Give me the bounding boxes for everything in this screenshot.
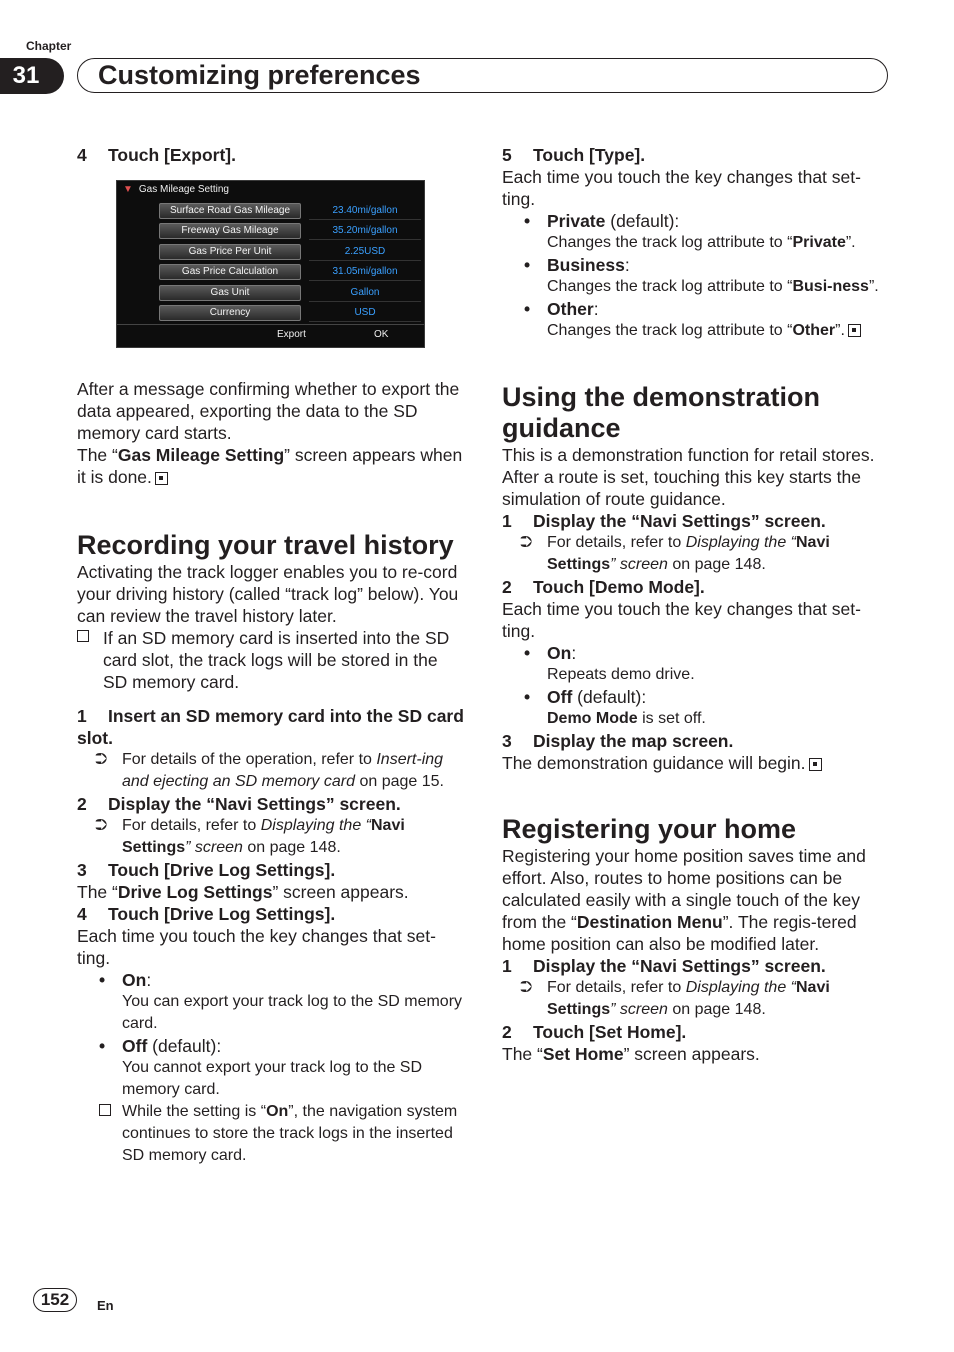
- arrow-right-icon: ⮊: [95, 817, 108, 834]
- right-column: [502, 144, 894, 1065]
- option-demo-on: • On:: [524, 643, 577, 663]
- option-demo-off: • Off (default):: [524, 687, 647, 707]
- setting-button[interactable]: Freeway Gas Mileage: [159, 223, 301, 239]
- chapter-title: Customizing preferences: [77, 58, 888, 93]
- setting-button[interactable]: Currency: [159, 305, 301, 321]
- set-home-screen-text: The “Set Home” screen appears.: [502, 1044, 760, 1064]
- screenshot-row: [159, 305, 421, 321]
- page-number: 152: [33, 1288, 77, 1312]
- screenshot-row: [159, 203, 421, 219]
- option-business: • Business:: [524, 255, 630, 275]
- export-done-text: The “Gas Mileage Setting” screen appears when it is done.: [77, 445, 463, 487]
- end-mark-icon: [809, 758, 822, 771]
- demo-intro: This is a demonstration function for retail stores. After a route is set, touching this key starts the simulation of route guidance.: [502, 445, 875, 509]
- settings-icon: ▼: [123, 184, 133, 195]
- setting-button[interactable]: Gas Price Calculation: [159, 264, 301, 280]
- chapter-label: Chapter: [26, 39, 72, 53]
- drive-log-toggle-text: Each time you touch the key changes that set-ting.: [77, 926, 436, 968]
- note-sd-card: If an SD memory card is inserted into the SD card slot, the track logs will be stored in the SD memory card.: [77, 627, 465, 693]
- option-demo-on-desc: Repeats demo drive.: [547, 666, 695, 683]
- step-display-map: 3 Display the map screen.: [502, 731, 734, 751]
- step-touch-demo-mode: 2 Touch [Demo Mode].: [502, 577, 705, 597]
- setting-value: Gallon: [309, 285, 421, 302]
- screenshot-row: [159, 264, 421, 280]
- step-display-navi-settings: 2 Display the “Navi Settings” screen.: [77, 794, 401, 814]
- option-demo-off-desc: Demo Mode is set off.: [547, 710, 706, 727]
- export-button[interactable]: Export: [277, 329, 306, 340]
- reference-navi-settings: ⮊ For details, refer to Displaying the “Navi Settings” screen on page 148.: [520, 534, 830, 573]
- ok-button[interactable]: OK: [374, 329, 389, 340]
- home-intro: Registering your home position saves time and effort. Also, routes to home positions can be calculated easily with a single touch of the key from the “Destination Menu”. The regis-tered home position can also be modified later.: [502, 846, 866, 954]
- option-off-desc: You cannot export your track log to the SD memory card.: [122, 1059, 423, 1098]
- setting-value: 23.40mi/gallon: [309, 203, 421, 220]
- setting-button[interactable]: Gas Price Per Unit: [159, 244, 301, 260]
- step-insert-sd: 1 Insert an SD memory card into the SD card slot.: [77, 706, 464, 748]
- setting-value: USD: [309, 305, 421, 322]
- recording-intro: Activating the track logger enables you to re-cord your driving history (called “track log” below). You can review the travel history later.: [77, 562, 459, 626]
- language-label: En: [97, 1298, 114, 1313]
- setting-button[interactable]: Gas Unit: [159, 285, 301, 301]
- export-confirm-text: After a message confirming whether to export the data appeared, exporting the data to the SD memory card starts.: [77, 379, 460, 443]
- option-on-desc: You can export your track log to the SD memory card.: [122, 993, 463, 1032]
- step-touch-drive-log-2: 4 Touch [Drive Log Settings].: [77, 904, 336, 924]
- drive-log-screen-text: The “Drive Log Settings” screen appears.: [77, 882, 409, 902]
- reference-navi-settings: ⮊ For details, refer to Displaying the “Navi Settings” screen on page 148.: [95, 817, 405, 856]
- option-business-desc: Changes the track log attribute to “Busi-ness”.: [547, 278, 879, 295]
- setting-value: 31.05mi/gallon: [309, 264, 421, 281]
- option-on: • On:: [99, 970, 152, 990]
- step-display-navi-settings: 1 Display the “Navi Settings” screen.: [502, 956, 826, 976]
- option-private-desc: Changes the track log attribute to “Private”.: [547, 234, 856, 251]
- option-other-desc: Changes the track log attribute to “Other”.: [502, 320, 894, 342]
- arrow-right-icon: ⮊: [95, 751, 108, 768]
- demo-begin-text: The demonstration guidance will begin.: [502, 752, 894, 774]
- option-off: • Off (default):: [99, 1036, 222, 1056]
- chapter-number-badge: 31: [0, 58, 64, 94]
- screenshot-bottom-bar: [117, 324, 424, 347]
- step-touch-export: 4 Touch [Export].: [77, 145, 236, 165]
- checkbox-note-icon: [99, 1104, 111, 1116]
- demo-toggle-text: Each time you touch the key changes that set-ting.: [502, 599, 861, 641]
- arrow-right-icon: ⮊: [520, 534, 533, 551]
- step-touch-drive-log-1: 3 Touch [Drive Log Settings].: [77, 860, 336, 880]
- setting-button[interactable]: Surface Road Gas Mileage: [159, 203, 301, 219]
- setting-value: 2.25USD: [309, 244, 421, 261]
- setting-value: 35.20mi/gallon: [309, 223, 421, 240]
- screenshot-row: [159, 285, 421, 301]
- arrow-right-icon: ⮊: [520, 979, 533, 996]
- screenshot-title: ▼ Gas Mileage Setting: [123, 184, 229, 195]
- step-display-navi-settings: 1 Display the “Navi Settings” screen.: [502, 511, 826, 531]
- end-mark-icon: [848, 324, 861, 337]
- reference-insert-sd: ⮊ For details of the operation, refer to Insert-ing and ejecting an SD memory card on page 15.: [95, 751, 444, 790]
- step-touch-set-home: 2 Touch [Set Home].: [502, 1022, 687, 1042]
- heading-registering-home: Registering your home: [502, 814, 797, 844]
- checkbox-note-icon: [77, 630, 89, 642]
- reference-navi-settings: ⮊ For details, refer to Displaying the “Navi Settings” screen on page 148.: [520, 979, 830, 1018]
- option-private: • Private (default):: [524, 211, 680, 231]
- end-mark-icon: [155, 472, 168, 485]
- step-touch-type: 5 Touch [Type].: [502, 145, 646, 165]
- note-storing-track-logs: While the setting is “On”, the navigation system continues to store the track logs in the inserted SD memory card.: [77, 1101, 465, 1167]
- screenshot-row: [159, 244, 421, 260]
- type-toggle-text: Each time you touch the key changes that set-ting.: [502, 167, 861, 209]
- heading-demonstration-guidance: Using the demonstration guidance: [502, 382, 821, 443]
- screenshot-row: [159, 223, 421, 239]
- option-other: • Other:: [524, 299, 599, 319]
- gas-mileage-screenshot: [116, 180, 425, 348]
- heading-recording-travel-history: Recording your travel history: [77, 530, 454, 560]
